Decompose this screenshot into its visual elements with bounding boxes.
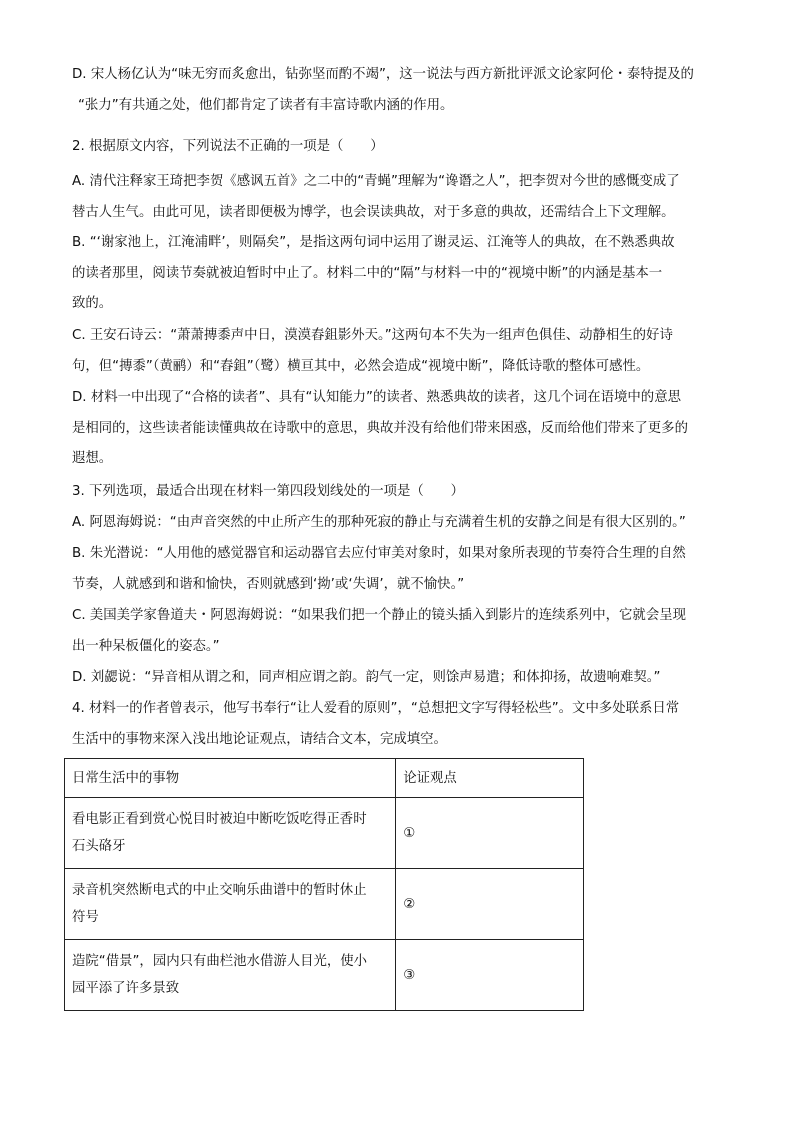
q2-option-a-line2: 替古人生气。由此可见，读者即便极为博学，也会误读典故，对于多意的典故，还需结合上下文理解。 xyxy=(72,204,675,220)
q3-option-c xyxy=(72,601,724,662)
table-header-things: 日常生活中的事物 xyxy=(65,759,396,798)
table-header-row xyxy=(65,759,584,798)
q2-stem-text: 2. 根据原文内容，下列说法不正确的一项是（ ） xyxy=(72,139,384,154)
q3-option-b-line2: 节奏，人就感到和谐和愉快，否则就感到‘拗’或‘失调’，就不愉快。” xyxy=(72,576,465,592)
table-cell-thing-line2: 符号 xyxy=(72,910,99,925)
q2-option-d-line3: 遐想。 xyxy=(72,451,113,466)
q2-option-b xyxy=(72,228,724,320)
q3-option-c-line2: 出一种呆板僵化的姿态。” xyxy=(72,638,220,654)
table-cell-answer-blank[interactable]: ① xyxy=(396,798,584,869)
q2-option-a-line1: A. 清代注释家王琦把李贺《感讽五首》之二中的“青蝇”理解为“谗谮之人”，把李贺对今世的感慨变成了 xyxy=(72,174,680,189)
q2-option-c-line2: 句，但“摶黍”（黄鹂）和“舂鉏”（鹭）横亘其中，必然会造成“视境中断”，降低诗歌的整体可感性。 xyxy=(72,358,650,374)
table-cell-thing xyxy=(65,798,396,869)
q2-option-b-line2: 的读者那里，阅读节奏就被迫暂时中止了。材料二中的“隔”与材料一中的“视境中断”的内涵是基本一 xyxy=(72,265,663,281)
q2-option-b-line1: B. “‘谢家池上，江淹浦畔’，则隔矣”，是指这两句词中运用了谢灵运、江淹等人的典故，在不熟悉典故 xyxy=(72,235,675,250)
q4-table xyxy=(64,758,584,1011)
table-cell-thing-line2: 园平添了许多景致 xyxy=(72,981,180,996)
table-cell-thing-line2: 石头硌牙 xyxy=(72,839,126,854)
table-row xyxy=(65,940,584,1011)
q4-stem-line1: 4. 材料一的作者曾表示，他写书奉行“让人爱看的原则”，“总想把文字写得轻松些”。文中多处联系日常 xyxy=(72,701,680,716)
q3-option-c-line1: C. 美国美学家鲁道夫・阿恩海姆说：“如果我们把一个静止的镜头插入到影片的连续系列中，它就会呈现 xyxy=(72,608,686,623)
table-cell-answer-blank[interactable]: ② xyxy=(396,869,584,940)
table-header-viewpoint: 论证观点 xyxy=(396,759,584,798)
table-cell-thing xyxy=(65,869,396,940)
q2-option-d-line1: D. 材料一中出现了“合格的读者”、具有“认知能力”的读者、熟悉典故的读者，这几个词在语境中的意思 xyxy=(72,390,681,405)
q2-option-d-line2: 是相同的，这些读者能读懂典故在诗歌中的意思，典故并没有给他们带来困惑，反而给他们带来了更多的 xyxy=(72,420,688,436)
q3-stem xyxy=(72,477,724,508)
table-cell-thing-line1: 录音机突然断电式的中止交响乐曲谱中的暂时休止 xyxy=(72,883,367,898)
q2-option-a xyxy=(72,167,724,228)
q1-option-d-line2: “张力”有共通之处，他们都肯定了读者有丰富诗歌内涵的作用。 xyxy=(78,97,454,113)
q2-option-c xyxy=(72,321,724,382)
q4-stem-line2: 生活中的事物来深入浅出地论证观点，请结合文本，完成填空。 xyxy=(72,731,447,747)
q2-option-d xyxy=(72,383,724,475)
q3-option-a xyxy=(72,508,724,539)
q2-stem xyxy=(72,132,724,163)
table-cell-thing xyxy=(65,940,396,1011)
table-cell-answer-blank[interactable]: ③ xyxy=(396,940,584,1011)
q1-option-d xyxy=(72,60,724,121)
q3-option-b xyxy=(72,539,724,600)
q4-stem xyxy=(72,694,724,755)
q3-option-a-text: A. 阿恩海姆说：“由声音突然的中止所产生的那种死寂的静止与充满着生机的安静之间是有很大区别的。” xyxy=(72,515,686,530)
q3-stem-text: 3. 下列选项，最适合出现在材料一第四段划线处的一项是（ ） xyxy=(72,484,464,499)
q3-option-d-text: D. 刘勰说：“异音相从谓之和，同声相应谓之韵。韵气一定，则馀声易遣；和体抑扬，故遗响难契。” xyxy=(72,670,661,685)
q3-option-b-line1: B. 朱光潜说：“人用他的感觉器官和运动器官去应付审美对象时，如果对象所表现的节奏符合生理的自然 xyxy=(72,546,686,561)
table-row xyxy=(65,869,584,940)
table-cell-thing-line1: 看电影正看到赏心悦目时被迫中断吃饭吃得正香时 xyxy=(72,812,367,827)
table-row xyxy=(65,798,584,869)
q3-option-d xyxy=(72,663,724,694)
q1-option-d-line1: D. 宋人杨亿认为“味无穷而炙愈出，钻弥坚而酌不竭”，这一说法与西方新批评派文论家阿伦・泰特提及的 xyxy=(72,67,694,82)
q2-option-b-line3: 致的。 xyxy=(72,296,113,311)
q2-option-c-line1: C. 王安石诗云：“萧萧摶黍声中日，漠漠舂鉏影外天。”这两句本不失为一组声色俱佳、动静相生的好诗 xyxy=(72,328,673,343)
table-cell-thing-line1: 造院“借景”，园内只有曲栏池水借游人目光，使小 xyxy=(72,954,368,969)
